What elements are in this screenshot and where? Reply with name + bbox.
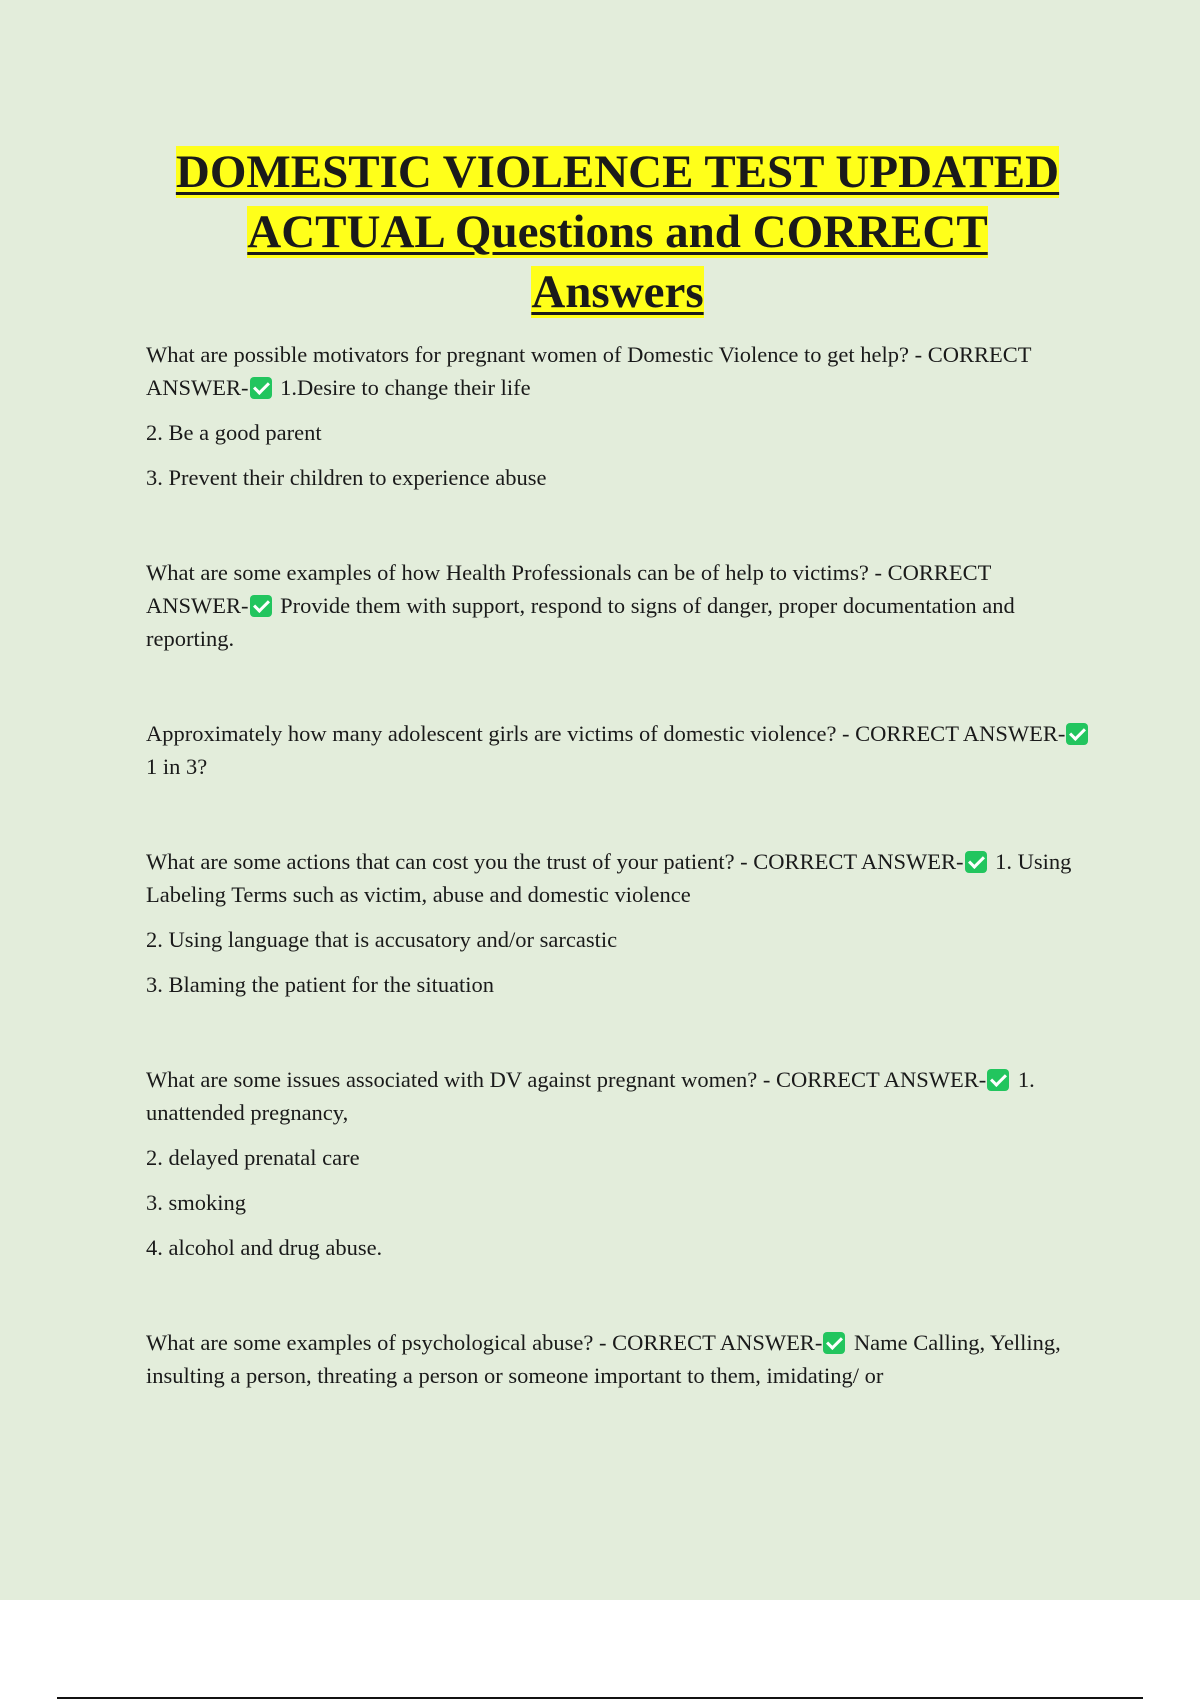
qa-entry xyxy=(146,1326,1096,1392)
qa-entry xyxy=(146,1063,1096,1129)
qa-block-3 xyxy=(146,717,1096,783)
qa-block-5 xyxy=(146,1063,1096,1264)
answer-list-item: 2. Using language that is accusatory and/or sarcastic xyxy=(146,927,618,952)
check-mark-icon xyxy=(250,377,272,399)
answer-text: 1. unattended pregnancy, xyxy=(146,1067,1035,1125)
question-text: Approximately how many adolescent girls are victims of domestic violence? - CORRECT ANSWER- xyxy=(146,721,1066,746)
footer-divider xyxy=(57,1697,1143,1699)
check-mark-icon xyxy=(987,1069,1009,1091)
answer-text: 1. Using Labeling Terms such as victim, abuse and domestic violence xyxy=(146,849,1072,907)
title-line-3: Answers xyxy=(531,266,704,318)
title-line-2: ACTUAL Questions and CORRECT xyxy=(247,206,988,258)
answer-list-item: 2. delayed prenatal care xyxy=(146,1145,360,1170)
answer-text: 1.Desire to change their life xyxy=(274,375,531,400)
question-text: What are some examples of how Health Professionals can be of help to victims? - CORRECT ANSWER- xyxy=(146,560,992,618)
answer-text: 1 in 3? xyxy=(146,754,208,779)
title-line-1: DOMESTIC VIOLENCE TEST UPDATED xyxy=(175,146,1060,198)
check-mark-icon xyxy=(965,851,987,873)
qa-entry xyxy=(146,338,1096,404)
question-text: What are some issues associated with DV against pregnant women? - CORRECT ANSWER- xyxy=(146,1067,987,1092)
answer-list-item: 2. Be a good parent xyxy=(146,420,322,445)
answer-list-item: 3. smoking xyxy=(146,1190,247,1215)
answer-text: Provide them with support, respond to signs of danger, proper documentation and reporting. xyxy=(146,593,1015,651)
question-text: What are some actions that can cost you the trust of your patient? - CORRECT ANSWER- xyxy=(146,849,964,874)
qa-list xyxy=(146,338,1096,1454)
qa-entry xyxy=(146,717,1096,783)
answer-list-item: 4. alcohol and drug abuse. xyxy=(146,1235,383,1260)
qa-entry xyxy=(146,556,1096,655)
question-text: What are possible motivators for pregnant women of Domestic Violence to get help? - CORRECT ANSWER- xyxy=(146,342,1032,400)
qa-block-1 xyxy=(146,338,1096,494)
question-text: What are some examples of psychological abuse? - CORRECT ANSWER- xyxy=(146,1330,823,1355)
qa-block-2 xyxy=(146,556,1096,655)
check-mark-icon xyxy=(1066,723,1088,745)
check-mark-icon xyxy=(250,595,272,617)
qa-entry xyxy=(146,845,1096,911)
qa-block-6 xyxy=(146,1326,1096,1392)
answer-list-item: 3. Blaming the patient for the situation xyxy=(146,972,495,997)
qa-block-4 xyxy=(146,845,1096,1001)
check-mark-icon xyxy=(823,1332,845,1354)
document-title xyxy=(120,142,1115,322)
answer-text: Name Calling, Yelling, insulting a person, threating a person or someone important to them, imidating/ or xyxy=(146,1330,1061,1388)
answer-list-item: 3. Prevent their children to experience abuse xyxy=(146,465,547,490)
